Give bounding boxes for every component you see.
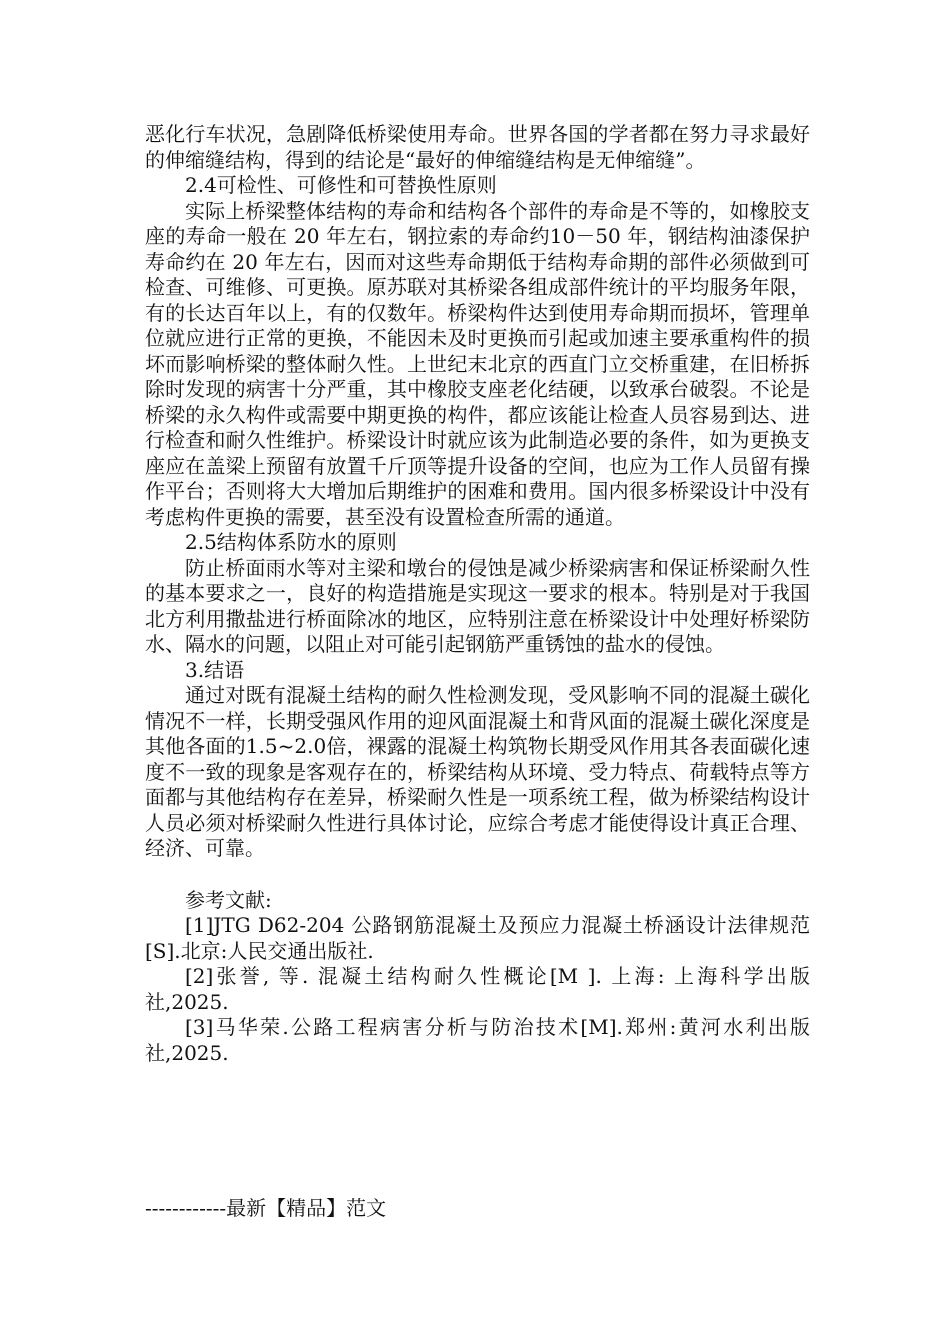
document-body [145, 122, 810, 1066]
reference-item-1: [1]JTG D62-204 公路钢筋混凝土及预应力混凝土桥涵设计法律规范[S].北京:人民交通出版社. [145, 913, 810, 963]
page-footer: ------------最新【精品】范文 [145, 1196, 387, 1220]
spacer [145, 862, 810, 888]
reference-item-2: [2]张誉, 等. 混凝土结构耐久性概论[M ]. 上海: 上海科学出版社,2025. [145, 964, 810, 1014]
section-2-5-paragraph: 防止桥面雨水等对主梁和墩台的侵蚀是减少桥梁病害和保证桥梁耐久性的基本要求之一，良好的构造措施是实现这一要求的根本。特别是对于我国北方利用撒盐进行桥面除冰的地区，应特别注意在桥梁设计中处理好桥梁防水、隔水的问题，以阻止对可能引起钢筋严重锈蚀的盐水的侵蚀。 [145, 555, 810, 656]
section-2-5-heading: 2.5结构体系防水的原则 [185, 530, 397, 554]
reference-item-3: [3]马华荣.公路工程病害分析与防治技术[M].郑州:黄河水利出版社,2025. [145, 1015, 810, 1065]
section-3-heading: 3.结语 [185, 657, 245, 682]
continuation-paragraph: 恶化行车状况，急剧降低桥梁使用寿命。世界各国的学者都在努力寻求最好的伸缩缝结构，得到的结论是“最好的伸缩缝结构是无伸缩缝”。 [145, 122, 810, 172]
section-3-paragraph: 通过对既有混凝土结构的耐久性检测发现，受风影响不同的混凝土碳化情况不一样，长期受强风作用的迎风面混凝土和背风面的混凝土碳化深度是其他各面的1.5~2.0倍，裸露的混凝土构筑物长期受风作用其各表面碳化速度不一致的现象是客观存在的，桥梁结构从环境、受力特点、荷载特点等方面都与其他结构存在差异，桥梁耐久性是一项系统工程，做为桥梁结构设计人员必须对桥梁耐久性进行具体讨论，应综合考虑才能使得设计真正合理、经济、可靠。 [145, 683, 810, 860]
section-2-4-heading: 2.4可检性、可修性和可替换性原则 [185, 173, 497, 197]
references-title: 参考文献: [185, 887, 272, 912]
section-2-4-paragraph: 实际上桥梁整体结构的寿命和结构各个部件的寿命是不等的，如橡胶支座的寿命一般在 20 年左右，钢拉索的寿命约10－50 年，钢结构油漆保护寿命约在 20 年左右，因而对这些寿命期低于结构寿命期的部件必须做到可检查、可维修、可更换。原苏联对其桥梁各组成部件统计的平均服务年限，有的长达百年以上，有的仅数年。桥梁构件达到使用寿命期而损坏，管理单位就应进行正常的更换，不能因未及时更换而引起或加速主要承重构件的损坏而影响桥梁的整体耐久性。上世纪末北京的西直门立交桥重建，在旧桥拆除时发现的病害十分严重，其中橡胶支座老化结硬，以致承台破裂。不论是桥梁的永久构件或需要中期更换的构件，都应该能让检查人员容易到达、进行检查和耐久性维护。桥梁设计时就应该为此制造必要的条件，如为更换支座应在盖梁上预留有放置千斤顶等提升设备的空间，也应为工作人员留有操作平台；否则将大大增加后期维护的困难和费用。国内很多桥梁设计中没有考虑构件更换的需要，甚至没有设置检查所需的通道。 [145, 198, 810, 529]
